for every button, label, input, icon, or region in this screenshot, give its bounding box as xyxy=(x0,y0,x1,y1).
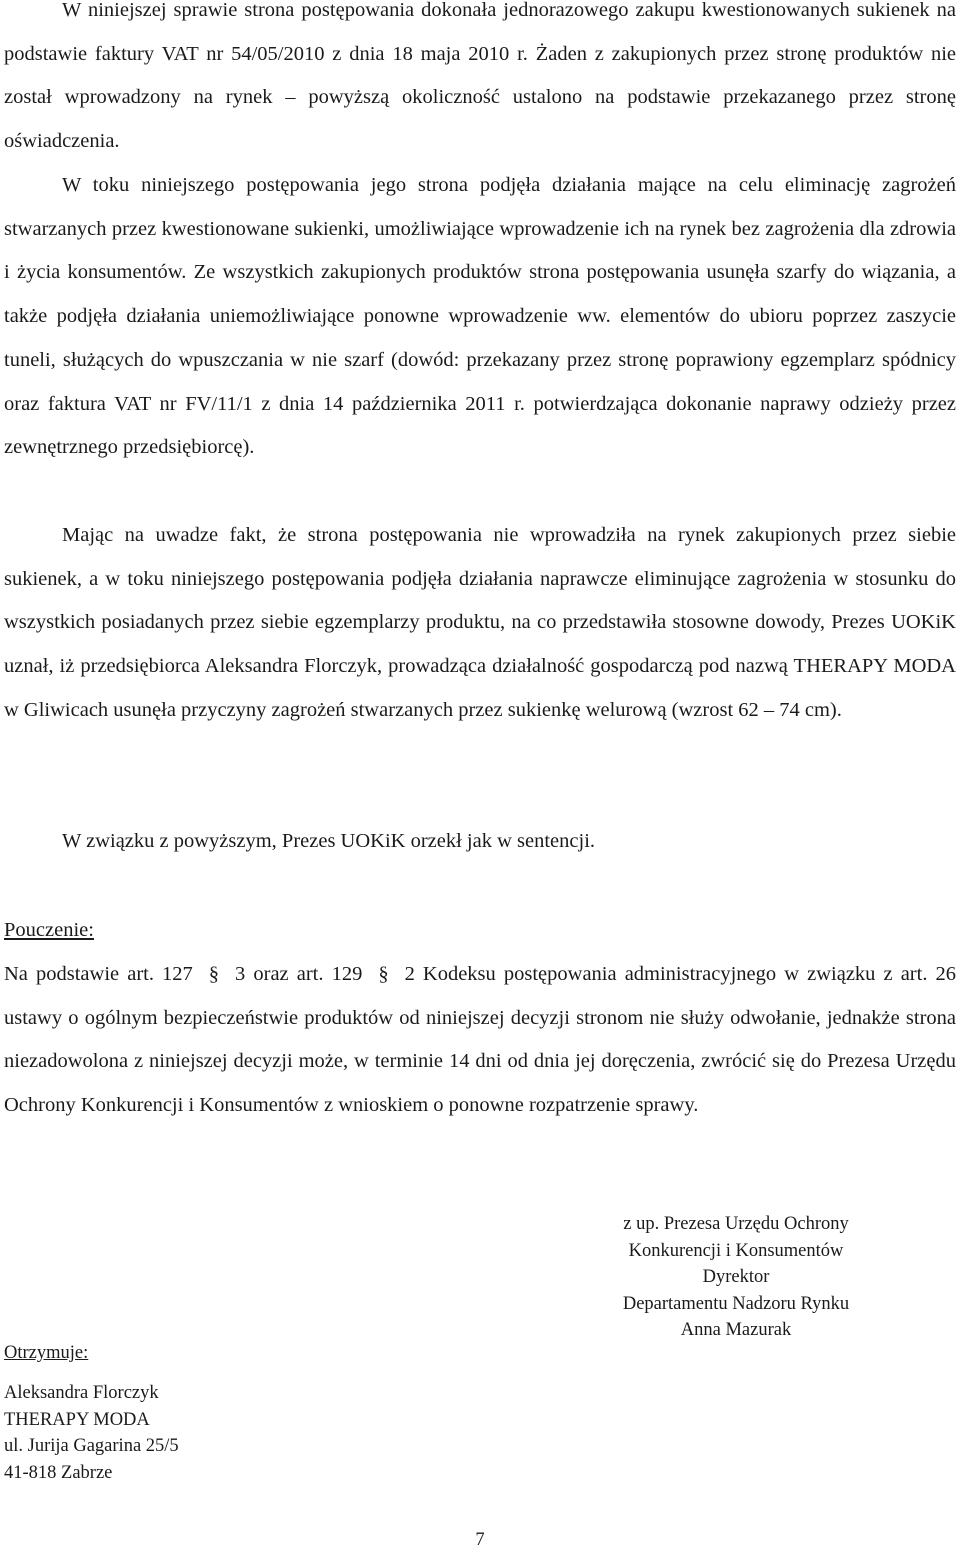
recipient-name: Aleksandra Florczyk xyxy=(4,1383,159,1403)
signature-line-authority: z up. Prezesa Urzędu Ochrony xyxy=(623,1214,849,1234)
paragraph-corrective-actions: W toku niniejszego postępowania jego strona podjęła działania mające na celu eliminację zagrożeń stwarzanych przez kwestionowane sukienki, umożliwiające wprowadzenie ich na rynek bez zagrożenia dla zdrowia i życia konsumentów. Ze wszystkich zakupionych produktów strona postępowania usunęła szarfy do wiązania, a także podjęła działania uniemożliwiające ponowne wprowadzenie ww. elementów do ubioru poprzez zaszycie tuneli, służących do wpuszczania w nie szarf (dowód: przekazany przez stronę poprawiony egzemplarz spódnicy oraz faktura VAT nr FV/11/1 z dnia 14 października 2011 r. potwierdzająca dokonanie naprawy odzieży przez zewnętrznego przedsiębiorcę). xyxy=(4,174,956,459)
signature-line-name: Anna Mazurak xyxy=(680,1320,792,1340)
instruction-text-part-1: Na podstawie art. 127 xyxy=(4,963,193,985)
signature-line-office: Konkurencji i Konsumentów xyxy=(628,1240,844,1261)
paragraph-ruling: W związku z powyższym, Prezes UOKiK orzekł jak w sentencji. xyxy=(62,830,596,852)
recipient-company: THERAPY MODA xyxy=(4,1409,150,1430)
instruction-heading: Pouczenie: xyxy=(4,919,94,941)
page-number: 7 xyxy=(475,1530,485,1550)
recipients-heading: Otrzymuje: xyxy=(4,1343,89,1363)
instruction-text-part-3: 2 Kodeksu postępowania administracyjnego w związku z art. 26 ustawy o ogólnym bezpieczeństwie produktów od niniejszej decyzji stronom nie służy odwołanie, jednakże strona niezadowolona z niniejszej decyzji może, w terminie 14 dni od dnia jej doręczenia, zwrócić się do Prezesa Urzędu Ochrony Konkurencji i Konsumentów z wnioskiem o ponowne rozpatrzenie sprawy. xyxy=(4,963,957,1117)
paragraph-conclusion: Mając na uwadze fakt, że strona postępowania nie wprowadziła na rynek zakupionych przez siebie sukienek, a w toku niniejszego postępowania podjęła działania naprawcze eliminujące zagrożenia w stosunku do wszystkich posiadanych przez siebie egzemplarzy produktu, na co przedstawiła stosowne dowody, Prezes UOKiK uznał, iż przedsiębiorca Aleksandra Florczyk, prowadząca działalność gospodarczą pod nazwą THERAPY MODA w Gliwicach usunęła przyczyny zagrożeń stwarzanych przez sukienkę welurową (wzrost 62 – 74 cm). xyxy=(4,524,956,721)
paragraph-purchase-facts: W niniejszej sprawie strona postępowania dokonała jednorazowego zakupu kwestionowanych sukienek na podstawie faktury VAT nr 54/05/2010 z dnia 18 maja 2010 r. Żaden z zakupionych przez stronę produktów nie został wprowadzony na rynek – powyższą okoliczność ustalono na podstawie przekazanego przez stronę oświadczenia. xyxy=(4,0,956,153)
signature-line-title: Dyrektor xyxy=(702,1267,770,1287)
signature-block xyxy=(586,1211,886,1344)
instruction-text-part-2: 3 oraz art. 129 xyxy=(235,963,363,985)
section-sign-2: § xyxy=(378,963,389,985)
signature-line-department: Departamentu Nadzoru Rynku xyxy=(622,1293,850,1314)
section-sign-1: § xyxy=(208,963,220,985)
recipient-street: ul. Jurija Gagarina 25/5 xyxy=(4,1436,179,1456)
instruction-paragraph xyxy=(4,953,956,1128)
recipient-address xyxy=(4,1380,179,1486)
recipient-city: 41-818 Zabrze xyxy=(4,1462,113,1483)
